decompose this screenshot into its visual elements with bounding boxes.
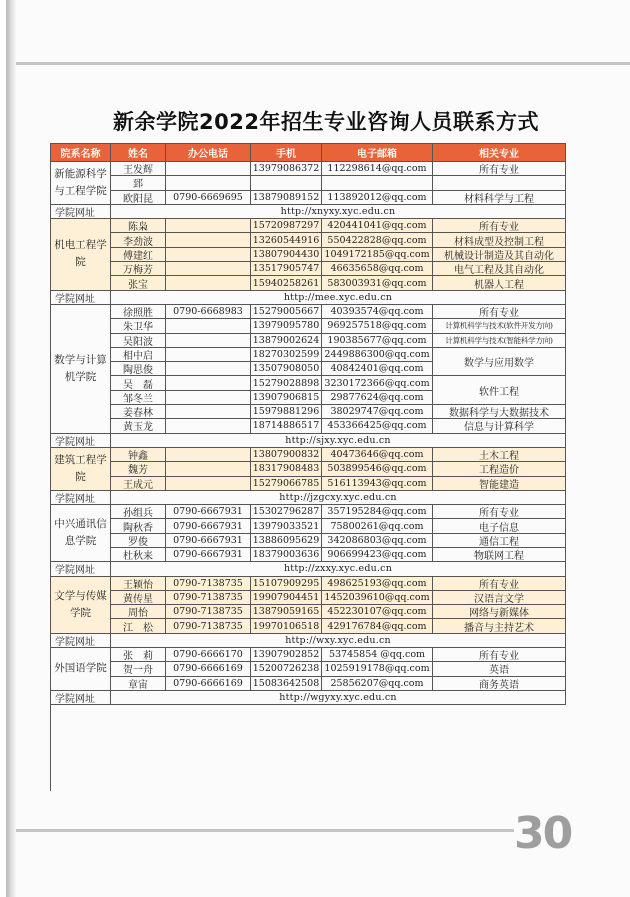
contact-name: 黄玉龙: [111, 419, 166, 433]
email-address[interactable]: 453366425@qq.com: [322, 419, 433, 433]
email-address[interactable]: 113892012@qq.com: [322, 191, 433, 205]
related-major: 计算机科学与技术(智能科学方向): [433, 334, 566, 348]
related-major: 机器人工程: [433, 276, 566, 290]
mobile-number: 15107909295: [251, 577, 322, 591]
office-phone: 0790-6666170: [166, 648, 251, 662]
email-address[interactable]: 29877624@qq.com: [322, 391, 433, 405]
email-address[interactable]: 2449886300@qq.com: [322, 348, 433, 362]
mobile-number: 13907902852: [251, 648, 322, 662]
mobile-number: 15302796287: [251, 505, 322, 519]
college-website-link[interactable]: http://xnyxy.xyc.edu.cn: [111, 205, 566, 219]
related-major: 物联网工程: [433, 548, 566, 562]
mobile-number: 19970106518: [251, 619, 322, 633]
office-phone: 0790-6669695: [166, 191, 251, 205]
related-major: 材料科学与工程: [433, 191, 566, 205]
mobile-number: 18714886517: [251, 419, 322, 433]
related-major: 汉语言文学: [433, 591, 566, 605]
contact-name: 周怡: [111, 605, 166, 619]
email-address[interactable]: 516113943@qq.com: [322, 477, 433, 491]
office-phone: [166, 233, 251, 247]
office-phone: [166, 262, 251, 276]
email-address[interactable]: 75800261@qq.com: [322, 519, 433, 533]
contact-name: 贺一舟: [111, 662, 166, 676]
mobile-number: 15279005667: [251, 305, 322, 319]
header-email: 电子邮箱: [322, 144, 433, 162]
office-phone: [166, 219, 251, 233]
email-address[interactable]: 420441041@qq.com: [322, 219, 433, 233]
mobile-number: 15279028898: [251, 376, 322, 390]
related-major: 数学与应用数学: [433, 348, 566, 377]
office-phone: [166, 334, 251, 348]
contact-name: 杜秋来: [111, 548, 166, 562]
related-major: 机械设计制造及其自动化: [433, 248, 566, 262]
email-address[interactable]: 38029747@qq.com: [322, 405, 433, 419]
related-major: 智能建造: [433, 477, 566, 491]
email-address[interactable]: 112298614@qq.com: [322, 162, 433, 176]
related-major: 所有专业: [433, 162, 566, 176]
mobile-number: 18379003636: [251, 548, 322, 562]
related-major: 工程造价: [433, 462, 566, 476]
office-phone: [166, 376, 251, 390]
email-address[interactable]: 3230172366@qq.com: [322, 376, 433, 390]
office-phone: 0790-6667931: [166, 548, 251, 562]
office-phone: [166, 419, 251, 433]
mobile-number: 13979033521: [251, 519, 322, 533]
email-address[interactable]: 40393574@qq.com: [322, 305, 433, 319]
email-address[interactable]: 40473646@qq.com: [322, 448, 433, 462]
contact-name: 朱卫华: [111, 319, 166, 333]
office-phone: [166, 477, 251, 491]
college-name: 文学与传媒学院: [51, 577, 111, 634]
related-major: 电子信息: [433, 519, 566, 533]
office-phone: [166, 319, 251, 333]
mobile-number: 19907904451: [251, 591, 322, 605]
contact-name: 罗俊: [111, 534, 166, 548]
contact-name: 李劲波: [111, 233, 166, 247]
email-address[interactable]: 503899546@qq.com: [322, 462, 433, 476]
document-page: [6, 0, 630, 897]
email-address[interactable]: 53745854 @qq.com: [322, 648, 433, 662]
related-major: 商务英语: [433, 677, 566, 691]
mobile-number: 13879089152: [251, 191, 322, 205]
mobile-number: 15200726238: [251, 662, 322, 676]
contact-name: 万梅芳: [111, 262, 166, 276]
email-address[interactable]: 40842401@qq.com: [322, 362, 433, 376]
mobile-number: 13807900832: [251, 448, 322, 462]
office-phone: 0790-6667931: [166, 519, 251, 533]
binding-gutter: [6, 0, 16, 897]
email-address[interactable]: 452230107@qq.com: [322, 605, 433, 619]
bottom-rule: [16, 829, 514, 832]
mobile-number: 13507908050: [251, 362, 322, 376]
top-rule: [16, 62, 630, 65]
email-address[interactable]: 583003931@qq.com: [322, 276, 433, 290]
contact-name: 钟鑫: [111, 448, 166, 462]
header-name: 姓名: [111, 144, 166, 162]
mobile-number: 18270302599: [251, 348, 322, 362]
contact-table: [50, 143, 566, 791]
contact-name: 王颖怡: [111, 577, 166, 591]
office-phone: 0790-6667931: [166, 534, 251, 548]
related-major: 材料成型及控制工程: [433, 233, 566, 247]
website-label: 学院网址: [51, 634, 111, 648]
office-phone: 0790-7138735: [166, 605, 251, 619]
contact-name: 陶秋香: [111, 519, 166, 533]
college-website-link[interactable]: http://sjxy.xyc.edu.cn: [111, 434, 566, 448]
office-phone: 0790-6668983: [166, 305, 251, 319]
header-major: 相关专业: [433, 144, 566, 162]
mobile-number: 13886095629: [251, 534, 322, 548]
mobile-number: [251, 176, 322, 190]
office-phone: 0790-7138735: [166, 591, 251, 605]
contact-name: 孙组兵: [111, 505, 166, 519]
related-major: 所有专业: [433, 577, 566, 591]
page-title: 新余学院2022年招生专业咨询人员联系方式: [113, 110, 539, 134]
contact-name: 徐照胜: [111, 305, 166, 319]
office-phone: [166, 462, 251, 476]
related-major: 英语: [433, 662, 566, 676]
college-name: 数学与计算机学院: [51, 305, 111, 434]
contact-name: 王发辉: [111, 162, 166, 176]
contact-name: 张宝: [111, 276, 166, 290]
contact-name: 邹冬兰: [111, 391, 166, 405]
related-major: 通信工程: [433, 534, 566, 548]
contact-name: 陈枭: [111, 219, 166, 233]
contact-name: 相中启: [111, 348, 166, 362]
website-label: 学院网址: [51, 291, 111, 305]
office-phone: [166, 362, 251, 376]
mobile-number: 15083642508: [251, 677, 322, 691]
page-number: 30: [514, 808, 572, 859]
related-major: [433, 176, 566, 190]
related-major: 软件工程: [433, 376, 566, 405]
related-major: 所有专业: [433, 219, 566, 233]
mobile-number: 15279066785: [251, 477, 322, 491]
mobile-number: 13979095780: [251, 319, 322, 333]
email-address[interactable]: 429176784@qq.com: [322, 619, 433, 633]
website-label: 学院网址: [51, 691, 111, 705]
contact-name: 吴 磊: [111, 376, 166, 390]
email-address[interactable]: 25856207@qq.com: [322, 677, 433, 691]
email-address[interactable]: 1025919178@qq.com: [322, 662, 433, 676]
contact-name: 王成元: [111, 477, 166, 491]
mobile-number: 18317908483: [251, 462, 322, 476]
header-office-phone: 办公电话: [166, 144, 251, 162]
college-website-link[interactable]: http://wxy.xyc.edu.cn: [111, 634, 566, 648]
contact-name: 魏芳: [111, 462, 166, 476]
email-address[interactable]: 498625193@qq.com: [322, 577, 433, 591]
college-name: 机电工程学院: [51, 219, 111, 290]
college-website-link[interactable]: http://wgyxy.xyc.edu.cn: [111, 691, 566, 705]
mobile-number: 13517905747: [251, 262, 322, 276]
contact-name: 黄传星: [111, 591, 166, 605]
website-label: 学院网址: [51, 205, 111, 219]
email-address[interactable]: 1452039610@qq.com: [322, 591, 433, 605]
email-address[interactable]: 550422828@qq.com: [322, 233, 433, 247]
contact-name: 吴阳波: [111, 334, 166, 348]
office-phone: [166, 448, 251, 462]
office-phone: [166, 248, 251, 262]
mobile-number: 13879059165: [251, 605, 322, 619]
office-phone: [166, 348, 251, 362]
mobile-number: 13807904430: [251, 248, 322, 262]
college-name: 中兴通讯信息学院: [51, 505, 111, 562]
contact-name: 章宙: [111, 677, 166, 691]
office-phone: 0790-7138735: [166, 619, 251, 633]
email-address[interactable]: 1049172185@qq.com: [322, 248, 433, 262]
contact-name: 陶思俊: [111, 362, 166, 376]
website-label: 学院网址: [51, 491, 111, 505]
email-address[interactable]: 969257518@qq.com: [322, 319, 433, 333]
college-website-link[interactable]: http://mee.xyc.edu.cn: [111, 291, 566, 305]
related-major: 播音与主持艺术: [433, 619, 566, 633]
email-address[interactable]: 357195284@qq.com: [322, 505, 433, 519]
office-phone: [166, 176, 251, 190]
office-phone: [166, 405, 251, 419]
email-address[interactable]: 906699423@qq.com: [322, 548, 433, 562]
contact-name: 郅: [111, 176, 166, 190]
mobile-number: 13879002624: [251, 334, 322, 348]
office-phone: [166, 276, 251, 290]
office-phone: [166, 391, 251, 405]
contact-name: 张 莉: [111, 648, 166, 662]
related-major: 所有专业: [433, 505, 566, 519]
contact-name: 欧阳昆: [111, 191, 166, 205]
email-address[interactable]: 190385677@qq.com: [322, 334, 433, 348]
related-major: 数据科学与大数据技术: [433, 405, 566, 419]
contact-name: 姜春林: [111, 405, 166, 419]
mobile-number: 13979086372: [251, 162, 322, 176]
related-major: 所有专业: [433, 305, 566, 319]
college-name: 新能源科学与工程学院: [51, 162, 111, 205]
email-address[interactable]: 342086803@qq.com: [322, 534, 433, 548]
college-website-link[interactable]: http://zxxy.xyc.edu.cn: [111, 562, 566, 576]
office-phone: 0790-6667931: [166, 505, 251, 519]
college-website-link[interactable]: http://jzgcxy.xyc.edu.cn: [111, 491, 566, 505]
mobile-number: 15720987297: [251, 219, 322, 233]
contact-name: 傅建红: [111, 248, 166, 262]
mobile-number: 15940258261: [251, 276, 322, 290]
mobile-number: 13907906815: [251, 391, 322, 405]
related-major: 土木工程: [433, 448, 566, 462]
office-phone: 0790-6666169: [166, 677, 251, 691]
header-mobile: 手机: [251, 144, 322, 162]
email-address[interactable]: [322, 176, 433, 190]
related-major: 所有专业: [433, 648, 566, 662]
related-major: 计算机科学与技术(软件开发方向): [433, 319, 566, 333]
office-phone: 0790-6666169: [166, 662, 251, 676]
office-phone: 0790-7138735: [166, 577, 251, 591]
related-major: 网络与新媒体: [433, 605, 566, 619]
email-address[interactable]: 46635658@qq.com: [322, 262, 433, 276]
college-name: 建筑工程学院: [51, 448, 111, 491]
mobile-number: 13260544916: [251, 233, 322, 247]
office-phone: [166, 162, 251, 176]
college-name: 外国语学院: [51, 648, 111, 691]
website-label: 学院网址: [51, 562, 111, 576]
related-major: 信息与计算科学: [433, 419, 566, 433]
contact-name: 江 松: [111, 619, 166, 633]
mobile-number: 15979881296: [251, 405, 322, 419]
website-label: 学院网址: [51, 434, 111, 448]
related-major: 电气工程及其自动化: [433, 262, 566, 276]
header-department: 院系名称: [51, 144, 111, 162]
